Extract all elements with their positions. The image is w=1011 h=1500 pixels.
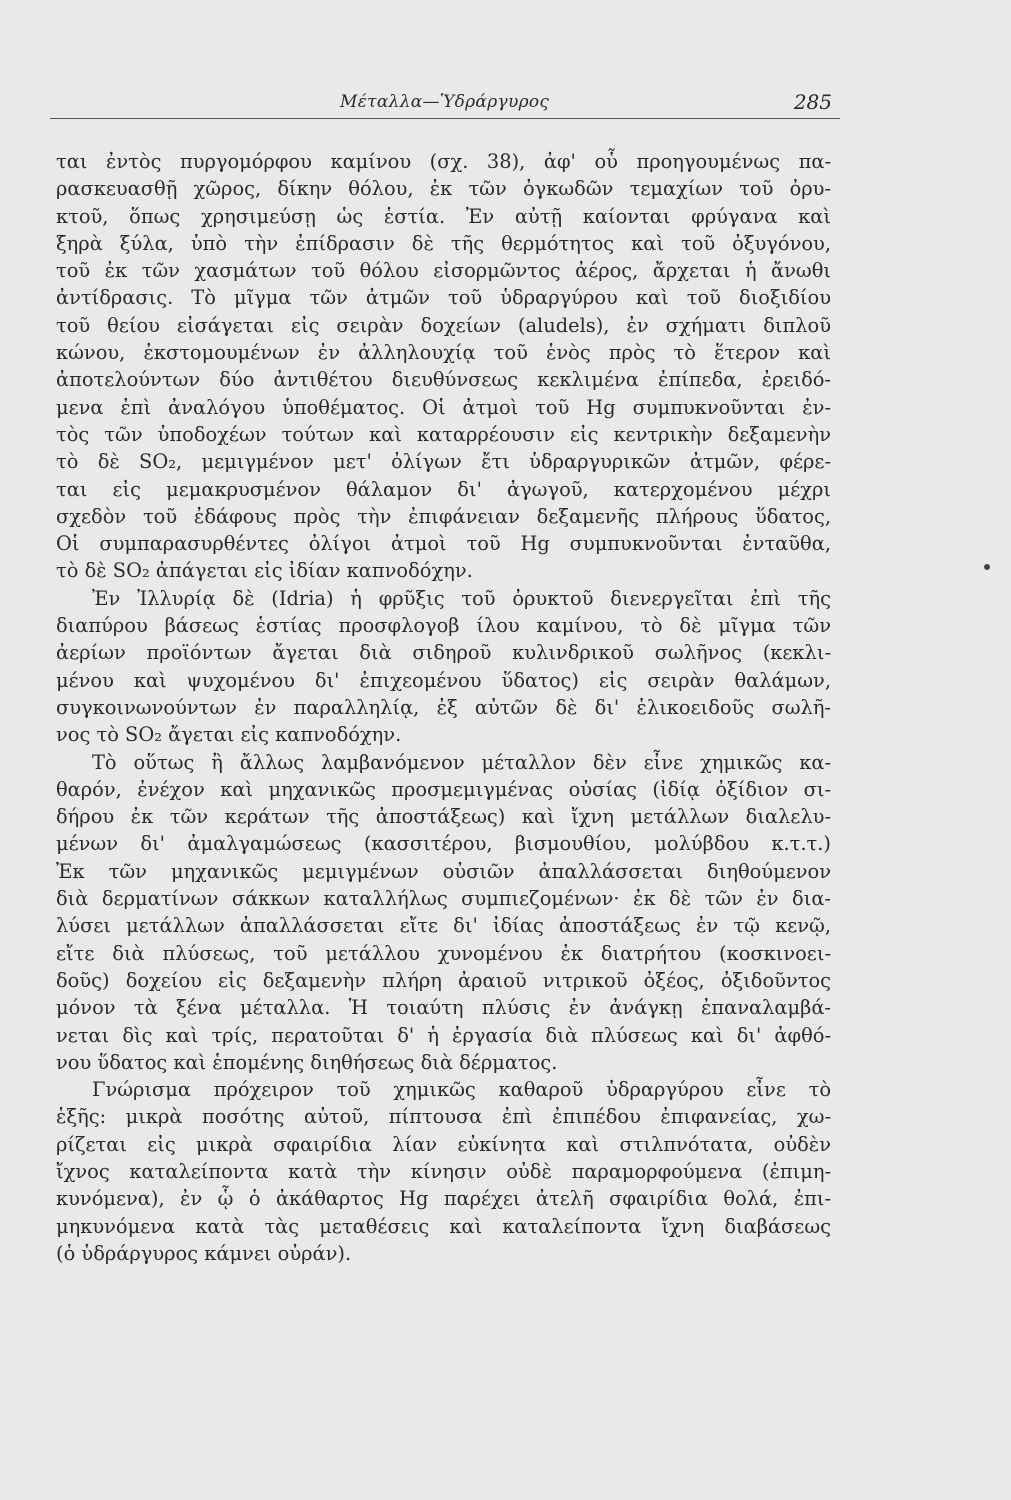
text-line: ρασκευασθῇ χῶρος, δίκην θόλου, ἐκ τῶν ὀγκωδῶν τεμαχίων τοῦ ὀρυ- (56, 177, 831, 201)
text-line: τὸ δὲ SO₂, μεμιγμένον μετ' ὀλίγων ἔτι ὑδραργυρικῶν ἀτμῶν, φέρε- (56, 450, 831, 474)
text-line: μόνον τὰ ξένα μέταλλα. Ἡ τοιαύτη πλύσις ἐν ἀνάγκῃ ἐπαναλαμβά- (56, 996, 831, 1020)
text-line: τοῦ θείου εἰσάγεται εἰς σειρὰν δοχείων (aludels), ἐν σχήματι διπλοῦ (56, 313, 831, 337)
text-line: Γνώρισμα πρόχειρον τοῦ χημικῶς καθαροῦ ὑδραργύρου εἶνε τὸ (92, 1078, 831, 1102)
text-line: Τὸ οὕτως ἢ ἄλλως λαμβανόμενον μέταλλον δὲν εἶνε χημικῶς κα- (92, 750, 831, 774)
text-line: μένου καὶ ψυχομένου δι' ἐπιχεομένου ὕδατος) εἰς σειρὰν θαλάμων, (56, 668, 831, 692)
margin-dot (984, 564, 990, 570)
text-line: μένων δι' ἀμαλγαμώσεως (κασσιτέρου, βισμουθίου, μολύβδου κ.τ.τ.) (56, 832, 831, 856)
paragraph-purification (56, 749, 831, 1077)
paragraph-purity-test (56, 1076, 831, 1267)
text-line: σχεδὸν τοῦ ἐδάφους πρὸς τὴν ἐπιφάνειαν δεξαμενῆς πλήρους ὕδατος, (56, 504, 831, 528)
text-line: κυνόμενα), ἐν ᾧ ὁ ἀκάθαρτος Hg παρέχει ἀτελῆ σφαιρίδια θολά, ἐπι- (56, 1187, 831, 1211)
text-line: Ἐκ τῶν μηχανικῶς μεμιγμένων οὐσιῶν ἀπαλλάσσεται διηθούμενον (56, 859, 831, 883)
text-line: ται εἰς μεμακρυσμένον θάλαμον δι' ἀγωγοῦ, κατερχομένου μέχρι (56, 477, 831, 501)
text-line: Οἱ συμπαρασυρθέντες ὀλίγοι ἀτμοὶ τοῦ Hg συμπυκνοῦνται ἐνταῦθα, (56, 532, 831, 556)
text-line: τὸ δὲ SO₂ ἀπάγεται εἰς ἰδίαν καπνοδόχην. (56, 559, 473, 583)
text-line: τοῦ ἐκ τῶν χασμάτων τοῦ θόλου εἰσορμῶντος ἀέρος, ἄρχεται ἡ ἄνωθι (56, 259, 831, 283)
text-line: ἀποτελούντων δύο ἀντιθέτου διευθύνσεως κεκλιμένα ἐπίπεδα, ἐρειδό- (56, 368, 831, 392)
text-line: ἑξῆς: μικρὰ ποσότης αὐτοῦ, πίπτουσα ἐπὶ ἐπιπέδου ἐπιφανείας, χω- (56, 1105, 831, 1129)
text-line: δήρου ἐκ τῶν κεράτων τῆς ἀποστάξεως) καὶ ἴχνη μετάλλων διαλελυ- (56, 805, 831, 829)
text-line: τὸς τῶν ὑποδοχέων τούτων καὶ καταρρέουσιν εἰς κεντρικὴν δεξαμενὴν (56, 422, 831, 446)
text-line: εἴτε διὰ πλύσεως, τοῦ μετάλλου χυνομένου ἐκ διατρήτου (κοσκινοει- (56, 941, 831, 965)
text-line: θαρόν, ἐνέχον καὶ μηχανικῶς προσμεμιγμένας οὐσίας (ἰδίᾳ ὀξίδιον σι- (56, 777, 831, 801)
running-header (50, 88, 840, 119)
text-line: κτοῦ, ὅπως χρησιμεύσῃ ὡς ἑστία. Ἐν αὐτῇ καίονται φρύγανα καὶ (56, 204, 831, 228)
text-line: ξηρὰ ξύλα, ὑπὸ τὴν ἐπίδρασιν δὲ τῆς θερμότητος καὶ τοῦ ὀξυγόνου, (56, 231, 831, 255)
text-line: Ἐν Ἰλλυρίᾳ δὲ (Idria) ἡ φρῦξις τοῦ ὀρυκτοῦ διενεργεῖται ἐπὶ τῆς (92, 586, 831, 610)
text-line: (ὁ ὑδράργυρος κάμνει οὐράν). (56, 1241, 352, 1265)
text-line: ἴχνος καταλείποντα κατὰ τὴν κίνησιν οὐδὲ παραμορφούμενα (ἐπιμη- (56, 1159, 831, 1183)
body-text (56, 148, 831, 1267)
text-line: νος τὸ SO₂ ἄγεται εἰς καπνοδόχην. (56, 723, 402, 747)
running-title: Μέταλλα—Ὑδράργυρος (340, 92, 550, 112)
text-line: μενα ἐπὶ ἀναλόγου ὑποθέματος. Οἱ ἀτμοὶ τοῦ Hg συμπυκνοῦνται ἐν- (56, 395, 831, 419)
text-line: διαπύρου βάσεως ἑστίας προσφλογοβ ίλου καμίνου, τὸ δὲ μῖγμα τῶν (56, 614, 831, 638)
paragraph-roasting-furnace (56, 148, 831, 585)
text-line: ται ἐντὸς πυργομόρφου καμίνου (σχ. 38), ἀφ' οὗ προηγουμένως πα- (56, 150, 831, 173)
text-line: διὰ δερματίνων σάκκων καταλλήλως συμπιεζομένων· ἐκ δὲ τῶν ἐν δια- (56, 887, 831, 911)
paragraph-idria (56, 585, 831, 749)
text-line: νου ὕδατος καὶ ἑπομένης διηθήσεως διὰ δέρματος. (56, 1050, 558, 1074)
text-line: νεται δὶς καὶ τρίς, περατοῦται δ' ἡ ἐργασία διὰ πλύσεως καὶ δι' ἀφθό- (56, 1023, 831, 1047)
text-line: δοῦς) δοχείου εἰς δεξαμενὴν πλήρη ἀραιοῦ νιτρικοῦ ὀξέος, ὀξιδοῦντος (56, 968, 831, 992)
text-line: λύσει μετάλλων ἀπαλλάσσεται εἴτε δι' ἰδίας ἀποστάξεως ἐν τῷ κενῷ, (56, 914, 831, 938)
text-line: ρίζεται εἰς μικρὰ σφαιρίδια λίαν εὐκίνητα καὶ στιλπνότατα, οὐδὲν (56, 1132, 831, 1156)
text-line: μηκυνόμενα κατὰ τὰς μεταθέσεις καὶ καταλείποντα ἴχνη διαβάσεως (56, 1214, 831, 1238)
text-line: ἀερίων προϊόντων ἄγεται διὰ σιδηροῦ κυλινδρικοῦ σωλῆνος (κεκλι- (56, 641, 831, 665)
text-line: κώνου, ἐκστομουμένων ἐν ἀλληλουχίᾳ τοῦ ἑνὸς πρὸς τὸ ἕτερον καὶ (56, 341, 831, 365)
page-number: 285 (793, 90, 832, 114)
text-line: ἀντίδρασις. Τὸ μῖγμα τῶν ἀτμῶν τοῦ ὑδραργύρου καὶ τοῦ διοξιδίου (56, 286, 831, 310)
text-line: συγκοινωνούντων ἐν παραλληλίᾳ, ἐξ αὐτῶν δὲ δι' ἑλικοειδοῦς σωλῆ- (56, 695, 831, 719)
